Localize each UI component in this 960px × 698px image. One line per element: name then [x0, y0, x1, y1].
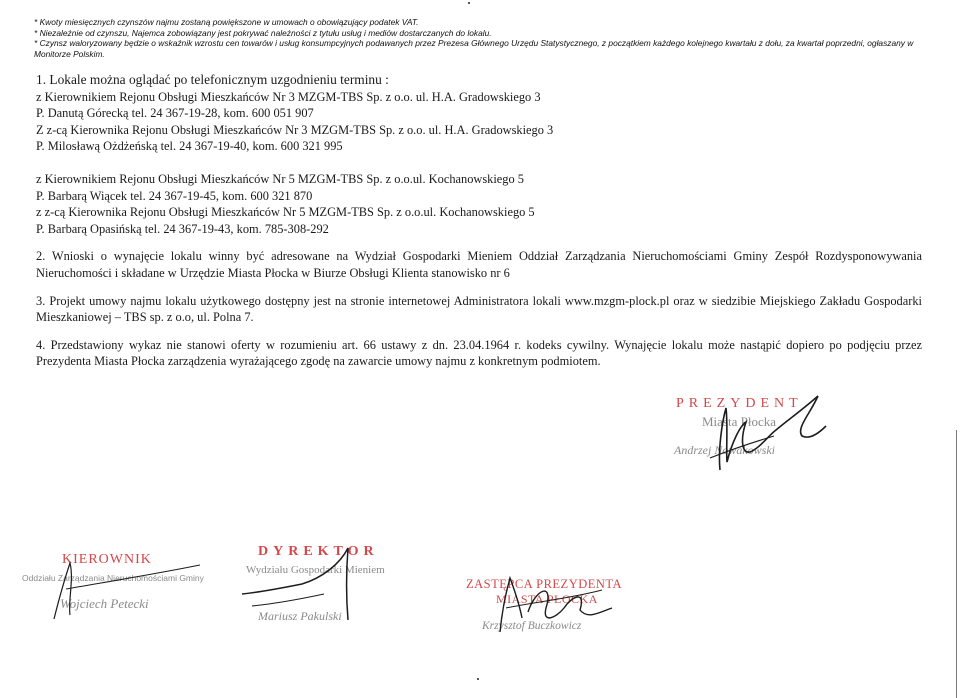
- manager-signature-icon: [40, 555, 210, 630]
- director-signature-icon: [232, 544, 362, 629]
- contact-line: z z-cą Kierownika Rejonu Obsługi Mieszkańców Nr 5 MZGM-TBS Sp. z o.o.ul. Kochanowskiego 5: [36, 205, 535, 220]
- section-1-heading: 1. Lokale można oglądać po telefonicznym uzgodnieniu terminu :: [36, 72, 389, 87]
- document-body: [36, 72, 922, 370]
- deputy-signature-icon: [476, 568, 626, 643]
- footnote-vat: * Kwoty miesięcznych czynszów najmu zostaną powiększone w umowach o obowiązujący podatek VAT.: [34, 17, 419, 27]
- president-stamp-name: Andrzej Nowakowski: [674, 443, 775, 457]
- deputy-stamp-name: Krzysztof Buczkowicz: [482, 620, 582, 632]
- manager-stamp-title: KIEROWNIK: [62, 552, 152, 567]
- contact-line: P. Danutą Górecką tel. 24 367-19-28, kom. 600 051 907: [36, 106, 314, 121]
- director-stamp-name: Mariusz Pakulski: [258, 609, 342, 623]
- contact-line: z Kierownikiem Rejonu Obsługi Mieszkańców Nr 5 MZGM-TBS Sp. z o.o.ul. Kochanowskiego 5: [36, 171, 524, 186]
- footnote-media: * Niezależnie od czynszu, Najemca zobowiązany jest pokrywać należności z tytułu usług i mediów dostarczanych do lokalu.: [34, 27, 492, 38]
- contact-line: Z z-cą Kierownika Rejonu Obsługi Mieszkańców Nr 3 MZGM-TBS Sp. z o.o. ul. H.A. Gradowskiego 3: [36, 122, 554, 137]
- deputy-stamp-title: ZASTĘPCA PREZYDENTA: [466, 577, 623, 591]
- deputy-stamp-city: MIASTA PŁOCKA: [496, 592, 598, 606]
- contact-line: P. Barbarą Opasińską tel. 24 367-19-43, kom. 785-308-292: [36, 221, 329, 236]
- footnote-indexation: * Czynsz waloryzowany będzie o wskaźnik wzrostu cen towarów i usług konsumpcyjnych podawanych przez Prezesa Głównego Urzędu Statystycznego, z początkiem każdego kolejnego kwartału z dołu, za kwartał poprzedni, ogłaszany w Monitorze Polskim.: [34, 38, 914, 60]
- contact-line: z Kierownikiem Rejonu Obsługi Mieszkańców Nr 3 MZGM-TBS Sp. z o.o. ul. H.A. Gradowskiego 3: [36, 89, 541, 104]
- footnotes: [34, 17, 939, 60]
- scan-speck: [477, 678, 479, 680]
- president-stamp-title: PREZYDENT: [676, 396, 803, 411]
- manager-stamp-name: Wojciech Petecki: [60, 596, 149, 611]
- contact-line: P. Milosławą Ożdżeńską tel. 24 367-19-40, kom. 600 321 995: [36, 139, 343, 154]
- president-signature-icon: [690, 392, 840, 487]
- scan-edge-line: [956, 430, 957, 698]
- section-3: 3. Projekt umowy najmu lokalu użytkowego dostępny jest na stronie internetowej Administratora lokali www.mzgm-plock.pl oraz w siedzibie Miejskiego Zakładu Gospodarki Mieszkaniowej – TBS sp. z o.o, ul. Polna 7.: [36, 293, 922, 325]
- scan-speck: [468, 2, 470, 4]
- director-stamp-unit: Wydziału Gospodarki Mieniem: [246, 564, 385, 576]
- director-stamp-title: DYREKTOR: [258, 544, 379, 559]
- section-4: 4. Przedstawiony wykaz nie stanowi oferty w rozumieniu art. 66 ustawy z dn. 23.04.1964 r. kodeks cywilny. Wynajęcie lokalu może nastąpić dopiero po podjęciu przez Prezydenta Miasta Płocka zarządzenia wyrażającego zgodę na zawarcie umowy najmu z konkretnym podmiotem.: [36, 337, 922, 369]
- manager-stamp-unit: Oddziału Zarządzania Nieruchomościami Gminy: [22, 573, 204, 583]
- president-stamp-city: Miasta Płocka: [702, 414, 777, 429]
- section-2: 2. Wnioski o wynajęcie lokalu winny być adresowane na Wydział Gospodarki Mieniem Oddział Zarządzania Nieruchomościami Gminy Zespół Rozdysponowywania Nieruchomości i składane w Urzędzie Miasta Płocka w Biurze Obsługi Klienta stanowisko nr 6: [36, 249, 922, 280]
- contact-line: P. Barbarą Wiącek tel. 24 367-19-45, kom. 600 321 870: [36, 188, 313, 203]
